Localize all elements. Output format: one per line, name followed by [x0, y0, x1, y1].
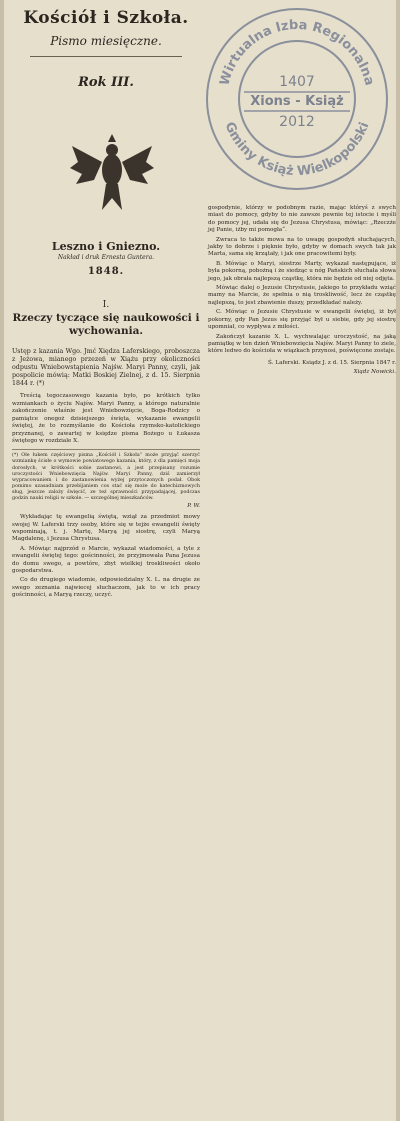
footnote-signature: P. W. — [187, 503, 200, 510]
publication-year: 1848. — [87, 266, 125, 277]
closing-signature: Xiądz Nowicki. — [353, 369, 396, 376]
divider — [30, 56, 182, 57]
closing-line: Ś. Laferski. Ksiądz J. z d. 15. Sierpnia 1847 r. — [267, 359, 396, 366]
volume-label: Rok III. — [78, 75, 134, 90]
left-column — [12, 0, 200, 599]
library-stamp — [200, 2, 394, 196]
paragraph: Zwraca to także mowa na to uwagę gospodyń słuchających, jakby to dobrze i pięknie było, gdyby w domach swych tak jak Marta, sama się krzątały, i jak one pracowitemi były. — [208, 236, 396, 258]
paragraph: Wykładając tę ewangelią świętą, wziął za przedmiot mowy swojej W. Laferski trzy osoby, które się w tejże ewangelii święty wspominają, t. j. Martę, Maryą jej siostrę, czyli Maryą Magdalenę, i Jezusa Chrystusa. — [12, 514, 200, 543]
footnote: (*) Ołe łukem częściowy pisma „Kościół i Szkoła“ może przyjąć szerzyć wzmiankę ścisłe o wymowie powiatowego kazania, który, z dla pamięci moja dorosłych, w krótkości sobie zastanowi, a jest przepisany rozumie uroczystości Wniebowzięcia Najśw. Maryi Panny, dziś zamierzył wypracowaniem i do zastanowienia wyżej przytoczonych podał. Obok pomimo uzasadniam przebijaniem cos stać się może do katechizmowych sług, jeszcze zaloży święcić, ze też sprawności przypadającej, podczas godzin nauki religii w szkole. — szczególnej mieszkańców. — [12, 449, 200, 502]
article-body-left-2 — [12, 514, 200, 599]
stamp-name: Xions - Książ — [250, 94, 344, 109]
stamp-bottom-text: Gminy Książ Wielkopolski — [221, 119, 373, 180]
document-page — [4, 0, 396, 1121]
printer-line: Nakład i druk Ernesta Guntera. — [57, 254, 155, 261]
article-body-right — [208, 205, 396, 379]
paragraph: Mówiąc dalej o Jezusie Chrystusie, jakiego to przykładu wziąć mamy na Marcie, że spełnia o nią troskliwość, lecz że cząstkę najlepszą, to jest zbawienie duszy, przedkładać należy. — [208, 285, 396, 306]
paragraph: C. Mówiąc o Jezusie Chrystusie w ewangelii świętej, iż był pokorny, gdy Pan Jezus się przyjąć był u siebie, gdy jej siostrę upomniał, co wypływa z miłości. — [208, 309, 396, 331]
lead-text: Ustęp z kazania Wgo. Jmć Xiędza Laferskiego, proboszcza z Jeżowa, mianego przezeń w Xiążu przy okoliczności odpustu Wniebowstąpienia Najśw. Maryi Panny, czyli, jak pospolicie mówią: Matki Boskiej Zielnej, z d. 15. Sierpnia 1844 r. (*) — [12, 348, 200, 388]
stamp-year-bottom: 2012 — [279, 114, 315, 130]
publication-place: Leszno i Gniezno. — [51, 240, 161, 253]
paragraph: Zakończył kazanie X. L. wychwalając uroczystość, na jaką pamiątkę w ten dzień Wniebowzięcia Najśw. Maryi Panny to ziele, które ledwo do kościoła w wiązkach przynosi, poświęcone zostaje. — [208, 333, 396, 355]
paragraph: Co do drugiego wiadomie, odpowiedzialny X. L. na drugie ze swego zeznania najwiecej słuchaczom, jak to w ich pracy gościnności, a Maryą rzeczy, uczyć. — [12, 577, 200, 599]
paragraph: gospodynie, którzy w podobnym razie, mając któryś z swych miast do pomocy, gdyby to nie zawsze pewnie tej istocie i myśli do pomocy jej, udała się do Jezusa Chrystusa, mówiąc: „Rzeczże jej Panie, iżby mi pomogła“. — [208, 205, 396, 234]
stamp-top-text: Wirtualna Izba Regionalna — [217, 17, 377, 88]
article-body-left — [12, 393, 200, 445]
journal-title: Kościół i Szkoła. — [23, 8, 189, 28]
paragraph: Treścią tegoczasowego kazania było, po krótkich tylko wzmiankach o życiu Najśw. Maryi Panny, a którego naturalnie zakończenie właśnie jest Wniebowzięcie, Boga-Rodzicy o pamiątce onegoż dzisiejszego święta, wykazanie ewangelii świętej, że to rozmyślanie do Kościoła rzymsko-katolickiego przyznanej, o zawartej w księdze pisma Bożego u Łukasza świętego w rozdziale X. — [12, 393, 200, 444]
eagle-ornament-icon — [64, 128, 160, 224]
article-lead — [12, 348, 200, 602]
article-heading: Rzeczy tyczące się naukowości i wychowania. — [12, 312, 200, 337]
paragraph: A. Mówiąc najprzód o Marcie, wykazał wiadomości, a tyle z ewangelii świętej tego: gościnności, że przyjmowała Pana Jezusa do domu swego, a powtóre, zbyt wielkiej troskliwości około gospodarstwa. — [12, 545, 200, 574]
stamp-year-top: 1407 — [279, 74, 315, 90]
paragraph: B. Mówiąc o Maryi, siostrze Marty, wykazał następujące, iż była pokorną, pobożną i że siedząc u nóg Pańskich słuchała słowa jego, jak obrała najlepszą cząstkę, która nie będzie od niej odjęta. — [208, 260, 396, 282]
section-number: I. — [102, 300, 110, 310]
journal-subtitle: Pismo miesięczne. — [50, 34, 162, 48]
